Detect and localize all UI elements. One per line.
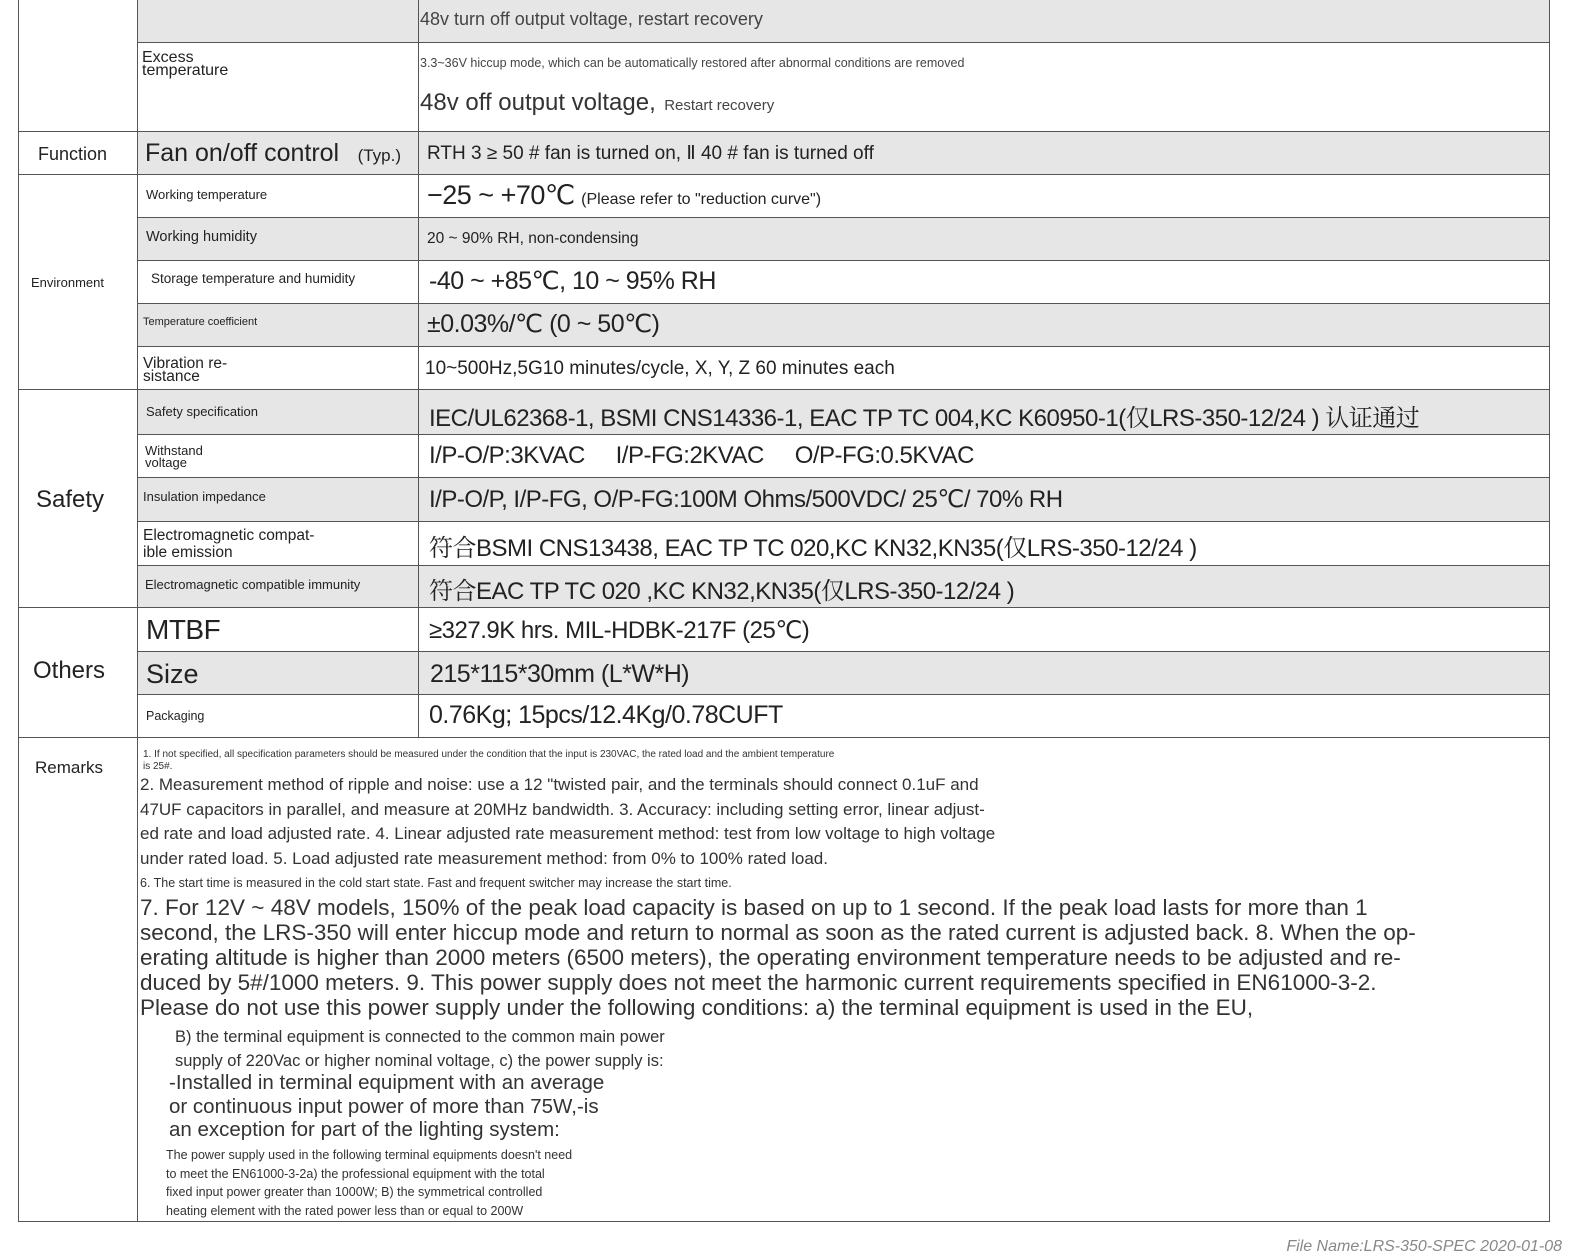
- remark-7-line-2: second, the LRS-350 will enter hiccup mode and return to normal as soon as the rated current is adjusted back. 8. When the op-: [140, 920, 1416, 945]
- excess-temp-value-small: 3.3~36V hiccup mode, which can be automatically restored after abnormal conditions are removed: [420, 56, 965, 70]
- remark-b: [175, 1025, 665, 1073]
- excess-temp-value-main: 48v off output voltage,: [420, 89, 656, 116]
- remark-6: 6. The start time is measured in the cold start state. Fast and frequent switcher may increase the start time.: [140, 876, 732, 890]
- remark-d-line-2: to meet the EN61000-3-2a) the professional equipment with the total: [166, 1166, 545, 1181]
- others-value-size: 215*115*30mm (L*W*H): [430, 660, 690, 688]
- safety-label-insulation: Insulation impedance: [143, 489, 266, 504]
- remark-c: [169, 1071, 604, 1142]
- env-label-vibration-1: Vibration re-: [143, 355, 228, 372]
- fan-control-label: [145, 140, 401, 166]
- remark-1: [143, 749, 834, 773]
- safety-label-emission-2: ible emission: [143, 544, 233, 561]
- env-label-working-humidity: Working humidity: [146, 229, 257, 245]
- remark-2-line-2: 47UF capacitors in parallel, and measure at 20MHz bandwidth. 3. Accuracy: including setting error, linear adjust-: [140, 799, 985, 819]
- remark-b-line-2: supply of 220Vac or higher nominal voltage, c) the power supply is:: [175, 1052, 664, 1070]
- category-function: Function: [38, 144, 108, 164]
- safety-label-withstand-2: voltage: [145, 455, 187, 470]
- safety-label-spec: Safety specification: [146, 404, 259, 419]
- others-value-mtbf: ≥327.9K hrs. MIL-HDBK-217F (25℃): [429, 617, 810, 644]
- category-environment: Environment: [31, 275, 104, 290]
- env-label-temp-coefficient: Temperature coefficient: [143, 316, 258, 328]
- remark-2-line-1: 2. Measurement method of ripple and noise: use a 12 "twisted pair, and the terminals should connect 0.1uF and: [140, 775, 979, 794]
- category-safety: Safety: [36, 486, 105, 513]
- excess-temp-label-2: temperature: [142, 62, 229, 79]
- env-label-working-temp: Working temperature: [146, 187, 268, 202]
- remark-d-line-4: heating element with the rated power less than or equal to 200W: [166, 1203, 524, 1218]
- safety-value-withstand: I/P-O/P:3KVAC I/P-FG:2KVAC O/P-FG:0.5KVAC: [429, 442, 974, 469]
- remark-7-line-5: Please do not use this power supply under the following conditions: a) the terminal equipment is used in the EU,: [140, 995, 1254, 1020]
- env-value-storage: -40 ~ +85℃, 10 ~ 95% RH: [429, 267, 716, 295]
- file-name-footer: File Name:LRS-350-SPEC 2020-01-08: [1286, 1238, 1562, 1255]
- env-value-temp-coefficient: ±0.03%/℃ (0 ~ 50℃): [427, 310, 660, 338]
- excess-temp-value-big: [420, 89, 774, 117]
- remark-d-line-1: The power supply used in the following terminal equipments doesn't need: [166, 1148, 573, 1162]
- remark-b-line-1: B) the terminal equipment is connected to the common main power: [175, 1028, 665, 1046]
- others-value-packaging: 0.76Kg; 15pcs/12.4Kg/0.78CUFT: [429, 701, 783, 729]
- safety-label-withstand-1: Withstand: [145, 443, 203, 458]
- safety-label-immunity: Electromagnetic compatible immunity: [145, 577, 361, 592]
- remark-c-line-1: -Installed in terminal equipment with an average: [169, 1071, 605, 1094]
- env-value-working-temp: [427, 180, 821, 211]
- env-value-vibration: 10~500Hz,5G10 minutes/cycle, X, Y, Z 60 minutes each: [425, 358, 895, 379]
- env-label-vibration-2: sistance: [143, 368, 200, 385]
- remark-2-line-3: ed rate and load adjusted rate. 4. Linear adjusted rate measurement method: test from low voltage to high voltage: [140, 824, 996, 843]
- remark-2-line-4: under rated load. 5. Load adjusted rate measurement method: from 0% to 100% rated load.: [140, 848, 828, 868]
- fan-control-label-main: Fan on/off control: [145, 139, 340, 167]
- others-label-size: Size: [146, 659, 199, 689]
- remark-7-line-3: erating altitude is higher than 2000 meters (6500 meters), the operating environment temperature needs to be adjusted and re-: [140, 945, 1401, 970]
- safety-value-immunity: 符合EAC TP TC 020 ,KC KN32,KN35(仅LRS-350-12/24 ): [429, 578, 1015, 605]
- protection-row0-value: 48v turn off output voltage, restart recovery: [420, 9, 763, 29]
- remark-1-line-1: 1. If not specified, all specification parameters should be measured under the condition that the input is 230VAC, the rated load and the ambient temperature: [143, 749, 835, 760]
- fan-control-value: RTH 3 ≥ 50 # fan is turned on, Ⅱ 40 # fan is turned off: [427, 143, 874, 164]
- excess-temp-value-suffix: Restart recovery: [664, 97, 775, 114]
- remark-7: [140, 895, 1416, 1020]
- remark-d: [166, 1146, 572, 1220]
- env-value-working-temp-note: (Please refer to "reduction curve"): [581, 191, 822, 208]
- safety-label-emission-1: Electromagnetic compat-: [143, 527, 315, 544]
- env-value-working-temp-main: −25 ~ +70℃: [427, 180, 575, 210]
- remark-c-line-2: or continuous input power of more than 75W,-is: [169, 1094, 599, 1118]
- category-remarks: Remarks: [35, 758, 104, 777]
- others-label-mtbf: MTBF: [146, 614, 221, 645]
- remark-2: [140, 773, 995, 871]
- env-label-storage: Storage temperature and humidity: [151, 271, 356, 286]
- safety-value-spec: IEC/UL62368-1, BSMI CNS14336-1, EAC TP TC 004,KC K60950-1(仅LRS-350-12/24 ) 认证通过: [429, 405, 1420, 432]
- others-label-packaging: Packaging: [146, 709, 205, 723]
- safety-value-insulation: I/P-O/P, I/P-FG, O/P-FG:100M Ohms/500VDC/ 25℃/ 70% RH: [429, 486, 1063, 513]
- remark-c-line-3: an exception for part of the lighting system:: [169, 1118, 560, 1141]
- excess-temp-label-1: Excess: [142, 49, 194, 66]
- category-others: Others: [33, 657, 106, 684]
- remark-7-line-4: duced by 5#/1000 meters. 9. This power supply does not meet the harmonic current requirements specified in EN61000-3-2.: [140, 970, 1377, 995]
- env-value-working-humidity: 20 ~ 90% RH, non-condensing: [427, 230, 639, 247]
- safety-value-emission: 符合BSMI CNS13438, EAC TP TC 020,KC KN32,KN35(仅LRS-350-12/24 ): [429, 535, 1197, 562]
- remark-1-line-2: is 25#.: [143, 761, 173, 772]
- remark-7-line-1: 7. For 12V ~ 48V models, 150% of the peak load capacity is based on up to 1 second. If the peak load lasts for more than 1: [140, 895, 1368, 920]
- remark-d-line-3: fixed input power greater than 1000W; B) the symmetrical controlled: [166, 1185, 543, 1199]
- fan-control-label-typ: (Typ.): [357, 146, 402, 165]
